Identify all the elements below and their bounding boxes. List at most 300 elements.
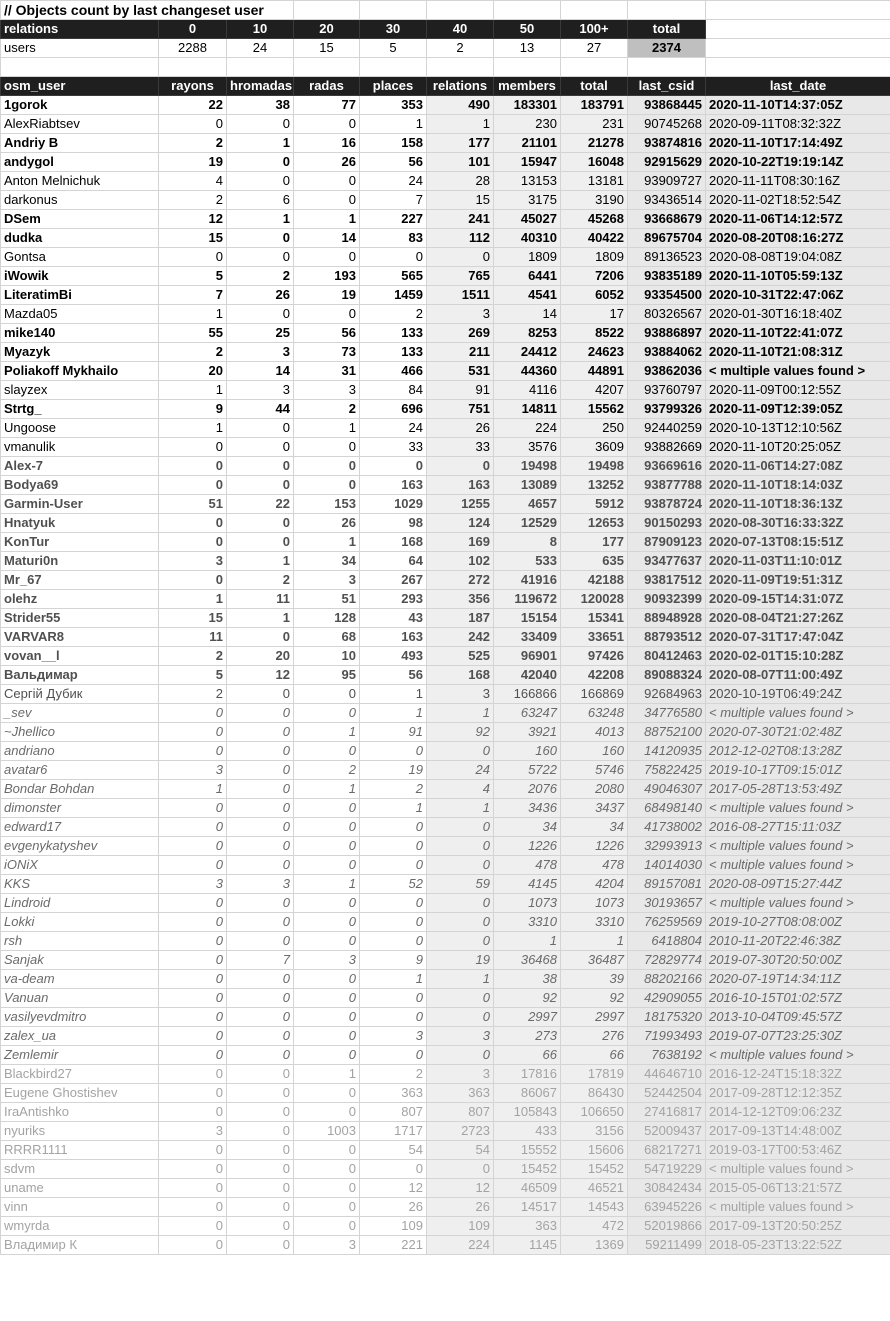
members-cell[interactable]: 8253 bbox=[494, 324, 561, 343]
user-cell[interactable]: Alex-7 bbox=[1, 457, 159, 476]
places-cell[interactable]: 0 bbox=[360, 248, 427, 267]
places-cell[interactable]: 466 bbox=[360, 362, 427, 381]
relations-cell[interactable]: 1 bbox=[427, 970, 494, 989]
last-csid-cell[interactable]: 93886897 bbox=[628, 324, 706, 343]
total-cell[interactable]: 250 bbox=[561, 419, 628, 438]
members-cell[interactable]: 15452 bbox=[494, 1160, 561, 1179]
total-cell[interactable]: 16048 bbox=[561, 153, 628, 172]
user-cell[interactable]: Blackbird27 bbox=[1, 1065, 159, 1084]
last-date-cell[interactable]: 2020-11-10T05:59:13Z bbox=[706, 267, 890, 286]
relations-cell[interactable]: 211 bbox=[427, 343, 494, 362]
places-cell[interactable]: 2 bbox=[360, 305, 427, 324]
hromadas-cell[interactable]: 1 bbox=[227, 134, 294, 153]
rayons-cell[interactable]: 0 bbox=[159, 1198, 227, 1217]
user-cell[interactable]: avatar6 bbox=[1, 761, 159, 780]
cell[interactable] bbox=[628, 58, 706, 77]
rayons-cell[interactable]: 0 bbox=[159, 476, 227, 495]
rayons-cell[interactable]: 1 bbox=[159, 780, 227, 799]
relations-cell[interactable]: 19 bbox=[427, 951, 494, 970]
last-csid-cell[interactable]: 87909123 bbox=[628, 533, 706, 552]
places-cell[interactable]: 3 bbox=[360, 1027, 427, 1046]
hromadas-cell[interactable]: 3 bbox=[227, 381, 294, 400]
members-cell[interactable]: 41916 bbox=[494, 571, 561, 590]
last-csid-cell[interactable]: 34776580 bbox=[628, 704, 706, 723]
summary-users-value[interactable]: 13 bbox=[494, 39, 561, 58]
members-cell[interactable]: 2997 bbox=[494, 1008, 561, 1027]
total-cell[interactable]: 46521 bbox=[561, 1179, 628, 1198]
last-csid-cell[interactable]: 92915629 bbox=[628, 153, 706, 172]
relations-cell[interactable]: 4 bbox=[427, 780, 494, 799]
last-csid-cell[interactable]: 89136523 bbox=[628, 248, 706, 267]
places-cell[interactable]: 0 bbox=[360, 457, 427, 476]
radas-cell[interactable]: 1 bbox=[294, 419, 360, 438]
places-cell[interactable]: 0 bbox=[360, 818, 427, 837]
user-cell[interactable]: Zemlemir bbox=[1, 1046, 159, 1065]
radas-cell[interactable]: 0 bbox=[294, 685, 360, 704]
column-header[interactable]: last_date bbox=[706, 77, 890, 96]
cell[interactable] bbox=[561, 58, 628, 77]
radas-cell[interactable]: 1 bbox=[294, 210, 360, 229]
last-date-cell[interactable]: 2020-11-10T18:14:03Z bbox=[706, 476, 890, 495]
user-cell[interactable]: AlexRiabtsev bbox=[1, 115, 159, 134]
user-cell[interactable]: Vanuan bbox=[1, 989, 159, 1008]
summary-users-value[interactable]: 2 bbox=[427, 39, 494, 58]
last-date-cell[interactable]: < multiple values found > bbox=[706, 1046, 890, 1065]
hromadas-cell[interactable]: 0 bbox=[227, 115, 294, 134]
rayons-cell[interactable]: 0 bbox=[159, 514, 227, 533]
user-cell[interactable]: Maturi0n bbox=[1, 552, 159, 571]
members-cell[interactable]: 19498 bbox=[494, 457, 561, 476]
last-csid-cell[interactable]: 7638192 bbox=[628, 1046, 706, 1065]
last-date-cell[interactable]: 2010-11-20T22:46:38Z bbox=[706, 932, 890, 951]
total-cell[interactable]: 3437 bbox=[561, 799, 628, 818]
members-cell[interactable]: 45027 bbox=[494, 210, 561, 229]
places-cell[interactable]: 1 bbox=[360, 685, 427, 704]
total-cell[interactable]: 36487 bbox=[561, 951, 628, 970]
column-header[interactable]: radas bbox=[294, 77, 360, 96]
relations-cell[interactable]: 168 bbox=[427, 666, 494, 685]
radas-cell[interactable]: 51 bbox=[294, 590, 360, 609]
members-cell[interactable]: 14811 bbox=[494, 400, 561, 419]
radas-cell[interactable]: 0 bbox=[294, 476, 360, 495]
relations-cell[interactable]: 765 bbox=[427, 267, 494, 286]
places-cell[interactable]: 84 bbox=[360, 381, 427, 400]
places-cell[interactable]: 1 bbox=[360, 704, 427, 723]
members-cell[interactable]: 21101 bbox=[494, 134, 561, 153]
places-cell[interactable]: 565 bbox=[360, 267, 427, 286]
last-date-cell[interactable]: 2020-08-08T19:04:08Z bbox=[706, 248, 890, 267]
last-date-cell[interactable]: 2020-11-02T18:52:54Z bbox=[706, 191, 890, 210]
user-cell[interactable]: andygol bbox=[1, 153, 159, 172]
summary-users-value[interactable]: 24 bbox=[227, 39, 294, 58]
user-cell[interactable]: Lokki bbox=[1, 913, 159, 932]
radas-cell[interactable]: 0 bbox=[294, 457, 360, 476]
last-date-cell[interactable]: 2020-10-22T19:19:14Z bbox=[706, 153, 890, 172]
hromadas-cell[interactable]: 1 bbox=[227, 210, 294, 229]
last-csid-cell[interactable]: 89088324 bbox=[628, 666, 706, 685]
radas-cell[interactable]: 1 bbox=[294, 1065, 360, 1084]
last-csid-cell[interactable]: 93884062 bbox=[628, 343, 706, 362]
total-cell[interactable]: 3609 bbox=[561, 438, 628, 457]
last-date-cell[interactable]: 2020-08-30T16:33:32Z bbox=[706, 514, 890, 533]
total-cell[interactable]: 5912 bbox=[561, 495, 628, 514]
last-date-cell[interactable]: 2020-09-15T14:31:07Z bbox=[706, 590, 890, 609]
members-cell[interactable]: 1 bbox=[494, 932, 561, 951]
radas-cell[interactable]: 1 bbox=[294, 533, 360, 552]
radas-cell[interactable]: 77 bbox=[294, 96, 360, 115]
last-date-cell[interactable]: 2017-05-28T13:53:49Z bbox=[706, 780, 890, 799]
rayons-cell[interactable]: 0 bbox=[159, 970, 227, 989]
user-cell[interactable]: olehz bbox=[1, 590, 159, 609]
rayons-cell[interactable]: 15 bbox=[159, 609, 227, 628]
hromadas-cell[interactable]: 1 bbox=[227, 609, 294, 628]
hromadas-cell[interactable]: 11 bbox=[227, 590, 294, 609]
column-header[interactable]: relations bbox=[427, 77, 494, 96]
last-csid-cell[interactable]: 52442504 bbox=[628, 1084, 706, 1103]
hromadas-cell[interactable]: 0 bbox=[227, 457, 294, 476]
last-csid-cell[interactable]: 75822425 bbox=[628, 761, 706, 780]
hromadas-cell[interactable]: 0 bbox=[227, 761, 294, 780]
places-cell[interactable]: 133 bbox=[360, 343, 427, 362]
places-cell[interactable]: 2 bbox=[360, 1065, 427, 1084]
radas-cell[interactable]: 26 bbox=[294, 153, 360, 172]
radas-cell[interactable]: 0 bbox=[294, 172, 360, 191]
total-cell[interactable]: 478 bbox=[561, 856, 628, 875]
rayons-cell[interactable]: 0 bbox=[159, 989, 227, 1008]
relations-cell[interactable]: 0 bbox=[427, 742, 494, 761]
relations-cell[interactable]: 26 bbox=[427, 1198, 494, 1217]
relations-cell[interactable]: 59 bbox=[427, 875, 494, 894]
last-csid-cell[interactable]: 80412463 bbox=[628, 647, 706, 666]
last-date-cell[interactable]: 2020-07-30T21:02:48Z bbox=[706, 723, 890, 742]
hromadas-cell[interactable]: 2 bbox=[227, 267, 294, 286]
radas-cell[interactable]: 0 bbox=[294, 1160, 360, 1179]
user-cell[interactable]: Ungoose bbox=[1, 419, 159, 438]
places-cell[interactable]: 221 bbox=[360, 1236, 427, 1255]
rayons-cell[interactable]: 1 bbox=[159, 305, 227, 324]
radas-cell[interactable]: 73 bbox=[294, 343, 360, 362]
radas-cell[interactable]: 0 bbox=[294, 191, 360, 210]
relations-cell[interactable]: 751 bbox=[427, 400, 494, 419]
last-date-cell[interactable]: 2020-11-10T22:41:07Z bbox=[706, 324, 890, 343]
hromadas-cell[interactable]: 0 bbox=[227, 913, 294, 932]
members-cell[interactable]: 363 bbox=[494, 1217, 561, 1236]
members-cell[interactable]: 24412 bbox=[494, 343, 561, 362]
rayons-cell[interactable]: 0 bbox=[159, 533, 227, 552]
last-csid-cell[interactable]: 49046307 bbox=[628, 780, 706, 799]
total-cell[interactable]: 1073 bbox=[561, 894, 628, 913]
last-csid-cell[interactable]: 90932399 bbox=[628, 590, 706, 609]
user-cell[interactable]: wmyrda bbox=[1, 1217, 159, 1236]
last-csid-cell[interactable]: 93868445 bbox=[628, 96, 706, 115]
members-cell[interactable]: 8 bbox=[494, 533, 561, 552]
total-cell[interactable]: 1369 bbox=[561, 1236, 628, 1255]
relations-cell[interactable]: 490 bbox=[427, 96, 494, 115]
user-cell[interactable]: Eugene Ghostishev bbox=[1, 1084, 159, 1103]
last-date-cell[interactable]: < multiple values found > bbox=[706, 856, 890, 875]
last-date-cell[interactable]: < multiple values found > bbox=[706, 1198, 890, 1217]
last-csid-cell[interactable]: 52009437 bbox=[628, 1122, 706, 1141]
last-csid-cell[interactable]: 92684963 bbox=[628, 685, 706, 704]
last-date-cell[interactable]: 2020-07-19T14:34:11Z bbox=[706, 970, 890, 989]
rayons-cell[interactable]: 0 bbox=[159, 742, 227, 761]
rayons-cell[interactable]: 2 bbox=[159, 647, 227, 666]
relations-cell[interactable]: 0 bbox=[427, 1008, 494, 1027]
rayons-cell[interactable]: 0 bbox=[159, 457, 227, 476]
total-cell[interactable]: 13181 bbox=[561, 172, 628, 191]
members-cell[interactable]: 15552 bbox=[494, 1141, 561, 1160]
hromadas-cell[interactable]: 0 bbox=[227, 1065, 294, 1084]
column-header[interactable]: last_csid bbox=[628, 77, 706, 96]
relations-cell[interactable]: 0 bbox=[427, 989, 494, 1008]
summary-users-value[interactable]: 27 bbox=[561, 39, 628, 58]
rayons-cell[interactable]: 0 bbox=[159, 1008, 227, 1027]
rayons-cell[interactable]: 0 bbox=[159, 1160, 227, 1179]
relations-cell[interactable]: 241 bbox=[427, 210, 494, 229]
cell[interactable] bbox=[494, 58, 561, 77]
user-cell[interactable]: Andriy B bbox=[1, 134, 159, 153]
summary-users-total[interactable]: 2374 bbox=[628, 39, 706, 58]
total-cell[interactable]: 2997 bbox=[561, 1008, 628, 1027]
rayons-cell[interactable]: 0 bbox=[159, 818, 227, 837]
summary-bucket[interactable]: 30 bbox=[360, 20, 427, 39]
hromadas-cell[interactable]: 0 bbox=[227, 229, 294, 248]
user-cell[interactable]: Lindroid bbox=[1, 894, 159, 913]
members-cell[interactable]: 17816 bbox=[494, 1065, 561, 1084]
last-date-cell[interactable]: < multiple values found > bbox=[706, 1160, 890, 1179]
cell[interactable] bbox=[227, 58, 294, 77]
places-cell[interactable]: 91 bbox=[360, 723, 427, 742]
relations-cell[interactable]: 269 bbox=[427, 324, 494, 343]
rayons-cell[interactable]: 0 bbox=[159, 1103, 227, 1122]
relations-cell[interactable]: 3 bbox=[427, 685, 494, 704]
last-csid-cell[interactable]: 14014030 bbox=[628, 856, 706, 875]
relations-cell[interactable]: 92 bbox=[427, 723, 494, 742]
places-cell[interactable]: 353 bbox=[360, 96, 427, 115]
last-csid-cell[interactable]: 93669616 bbox=[628, 457, 706, 476]
last-csid-cell[interactable]: 93874816 bbox=[628, 134, 706, 153]
radas-cell[interactable]: 14 bbox=[294, 229, 360, 248]
user-cell[interactable]: iONiX bbox=[1, 856, 159, 875]
user-cell[interactable]: mike140 bbox=[1, 324, 159, 343]
relations-cell[interactable]: 109 bbox=[427, 1217, 494, 1236]
last-date-cell[interactable]: 2020-08-09T15:27:44Z bbox=[706, 875, 890, 894]
last-csid-cell[interactable]: 93436514 bbox=[628, 191, 706, 210]
cell[interactable] bbox=[360, 1, 427, 20]
user-cell[interactable]: Anton Melnichuk bbox=[1, 172, 159, 191]
relations-cell[interactable]: 187 bbox=[427, 609, 494, 628]
relations-cell[interactable]: 356 bbox=[427, 590, 494, 609]
cell[interactable] bbox=[159, 58, 227, 77]
hromadas-cell[interactable]: 0 bbox=[227, 1103, 294, 1122]
rayons-cell[interactable]: 0 bbox=[159, 799, 227, 818]
places-cell[interactable]: 1459 bbox=[360, 286, 427, 305]
members-cell[interactable]: 36468 bbox=[494, 951, 561, 970]
user-cell[interactable]: iWowik bbox=[1, 267, 159, 286]
members-cell[interactable]: 3175 bbox=[494, 191, 561, 210]
places-cell[interactable]: 12 bbox=[360, 1179, 427, 1198]
cell[interactable] bbox=[628, 1, 706, 20]
summary-users-label[interactable]: users bbox=[1, 39, 159, 58]
rayons-cell[interactable]: 0 bbox=[159, 438, 227, 457]
relations-cell[interactable]: 1511 bbox=[427, 286, 494, 305]
members-cell[interactable]: 46509 bbox=[494, 1179, 561, 1198]
total-cell[interactable]: 34 bbox=[561, 818, 628, 837]
last-date-cell[interactable]: 2017-09-28T12:12:35Z bbox=[706, 1084, 890, 1103]
total-cell[interactable]: 24623 bbox=[561, 343, 628, 362]
radas-cell[interactable]: 0 bbox=[294, 115, 360, 134]
rayons-cell[interactable]: 0 bbox=[159, 1084, 227, 1103]
places-cell[interactable]: 24 bbox=[360, 172, 427, 191]
total-cell[interactable]: 42188 bbox=[561, 571, 628, 590]
relations-cell[interactable]: 33 bbox=[427, 438, 494, 457]
rayons-cell[interactable]: 0 bbox=[159, 723, 227, 742]
rayons-cell[interactable]: 0 bbox=[159, 571, 227, 590]
relations-cell[interactable]: 177 bbox=[427, 134, 494, 153]
total-cell[interactable]: 231 bbox=[561, 115, 628, 134]
hromadas-cell[interactable]: 20 bbox=[227, 647, 294, 666]
hromadas-cell[interactable]: 0 bbox=[227, 172, 294, 191]
relations-cell[interactable]: 24 bbox=[427, 761, 494, 780]
radas-cell[interactable]: 1 bbox=[294, 875, 360, 894]
places-cell[interactable]: 0 bbox=[360, 742, 427, 761]
radas-cell[interactable]: 0 bbox=[294, 248, 360, 267]
last-csid-cell[interactable]: 93799326 bbox=[628, 400, 706, 419]
user-cell[interactable]: Bondar Bohdan bbox=[1, 780, 159, 799]
members-cell[interactable]: 13153 bbox=[494, 172, 561, 191]
radas-cell[interactable]: 95 bbox=[294, 666, 360, 685]
last-csid-cell[interactable]: 80326567 bbox=[628, 305, 706, 324]
total-cell[interactable]: 86430 bbox=[561, 1084, 628, 1103]
places-cell[interactable]: 133 bbox=[360, 324, 427, 343]
user-cell[interactable]: Сергій Дубик bbox=[1, 685, 159, 704]
column-header[interactable]: places bbox=[360, 77, 427, 96]
radas-cell[interactable]: 0 bbox=[294, 1084, 360, 1103]
hromadas-cell[interactable]: 3 bbox=[227, 875, 294, 894]
hromadas-cell[interactable]: 1 bbox=[227, 552, 294, 571]
members-cell[interactable]: 42040 bbox=[494, 666, 561, 685]
relations-cell[interactable]: 54 bbox=[427, 1141, 494, 1160]
last-date-cell[interactable]: 2020-08-20T08:16:27Z bbox=[706, 229, 890, 248]
hromadas-cell[interactable]: 0 bbox=[227, 989, 294, 1008]
members-cell[interactable]: 34 bbox=[494, 818, 561, 837]
last-date-cell[interactable]: 2020-11-10T14:37:05Z bbox=[706, 96, 890, 115]
total-cell[interactable]: 63248 bbox=[561, 704, 628, 723]
members-cell[interactable]: 433 bbox=[494, 1122, 561, 1141]
members-cell[interactable]: 4541 bbox=[494, 286, 561, 305]
rayons-cell[interactable]: 0 bbox=[159, 837, 227, 856]
relations-cell[interactable]: 0 bbox=[427, 913, 494, 932]
total-cell[interactable]: 3156 bbox=[561, 1122, 628, 1141]
places-cell[interactable]: 807 bbox=[360, 1103, 427, 1122]
hromadas-cell[interactable]: 6 bbox=[227, 191, 294, 210]
members-cell[interactable]: 15154 bbox=[494, 609, 561, 628]
user-cell[interactable]: va-deam bbox=[1, 970, 159, 989]
total-cell[interactable]: 3190 bbox=[561, 191, 628, 210]
total-cell[interactable]: 4207 bbox=[561, 381, 628, 400]
hromadas-cell[interactable]: 0 bbox=[227, 533, 294, 552]
radas-cell[interactable]: 128 bbox=[294, 609, 360, 628]
radas-cell[interactable]: 0 bbox=[294, 1198, 360, 1217]
rayons-cell[interactable]: 0 bbox=[159, 894, 227, 913]
radas-cell[interactable]: 0 bbox=[294, 438, 360, 457]
user-cell[interactable]: IraAntishko bbox=[1, 1103, 159, 1122]
hromadas-cell[interactable]: 0 bbox=[227, 438, 294, 457]
last-date-cell[interactable]: 2020-11-10T18:36:13Z bbox=[706, 495, 890, 514]
cell[interactable] bbox=[427, 1, 494, 20]
hromadas-cell[interactable]: 22 bbox=[227, 495, 294, 514]
rayons-cell[interactable]: 1 bbox=[159, 419, 227, 438]
summary-bucket[interactable]: 20 bbox=[294, 20, 360, 39]
places-cell[interactable]: 56 bbox=[360, 666, 427, 685]
relations-cell[interactable]: 112 bbox=[427, 229, 494, 248]
last-csid-cell[interactable]: 18175320 bbox=[628, 1008, 706, 1027]
members-cell[interactable]: 14 bbox=[494, 305, 561, 324]
last-date-cell[interactable]: 2020-11-11T08:30:16Z bbox=[706, 172, 890, 191]
user-cell[interactable]: KKS bbox=[1, 875, 159, 894]
last-csid-cell[interactable]: 93862036 bbox=[628, 362, 706, 381]
last-date-cell[interactable]: < multiple values found > bbox=[706, 837, 890, 856]
places-cell[interactable]: 52 bbox=[360, 875, 427, 894]
radas-cell[interactable]: 0 bbox=[294, 1179, 360, 1198]
places-cell[interactable]: 83 bbox=[360, 229, 427, 248]
hromadas-cell[interactable]: 0 bbox=[227, 742, 294, 761]
hromadas-cell[interactable]: 0 bbox=[227, 1217, 294, 1236]
places-cell[interactable]: 0 bbox=[360, 1160, 427, 1179]
relations-cell[interactable]: 101 bbox=[427, 153, 494, 172]
relations-cell[interactable]: 3 bbox=[427, 305, 494, 324]
last-date-cell[interactable]: 2020-11-09T12:39:05Z bbox=[706, 400, 890, 419]
radas-cell[interactable]: 153 bbox=[294, 495, 360, 514]
radas-cell[interactable]: 0 bbox=[294, 1027, 360, 1046]
last-date-cell[interactable]: 2020-08-04T21:27:26Z bbox=[706, 609, 890, 628]
places-cell[interactable]: 493 bbox=[360, 647, 427, 666]
members-cell[interactable]: 183301 bbox=[494, 96, 561, 115]
rayons-cell[interactable]: 20 bbox=[159, 362, 227, 381]
user-cell[interactable]: KonTur bbox=[1, 533, 159, 552]
user-cell[interactable]: vinn bbox=[1, 1198, 159, 1217]
user-cell[interactable]: evgenykatyshev bbox=[1, 837, 159, 856]
members-cell[interactable]: 119672 bbox=[494, 590, 561, 609]
user-cell[interactable]: RRRR1111 bbox=[1, 1141, 159, 1160]
last-csid-cell[interactable]: 44646710 bbox=[628, 1065, 706, 1084]
relations-cell[interactable]: 224 bbox=[427, 1236, 494, 1255]
relations-cell[interactable]: 12 bbox=[427, 1179, 494, 1198]
radas-cell[interactable]: 26 bbox=[294, 514, 360, 533]
last-csid-cell[interactable]: 71993493 bbox=[628, 1027, 706, 1046]
rayons-cell[interactable]: 7 bbox=[159, 286, 227, 305]
last-csid-cell[interactable]: 54719229 bbox=[628, 1160, 706, 1179]
hromadas-cell[interactable]: 0 bbox=[227, 685, 294, 704]
places-cell[interactable]: 1029 bbox=[360, 495, 427, 514]
user-cell[interactable]: edward17 bbox=[1, 818, 159, 837]
places-cell[interactable]: 696 bbox=[360, 400, 427, 419]
relations-cell[interactable]: 1 bbox=[427, 115, 494, 134]
hromadas-cell[interactable]: 0 bbox=[227, 837, 294, 856]
total-cell[interactable]: 39 bbox=[561, 970, 628, 989]
user-cell[interactable]: VARVAR8 bbox=[1, 628, 159, 647]
total-cell[interactable]: 120028 bbox=[561, 590, 628, 609]
user-cell[interactable]: Mr_67 bbox=[1, 571, 159, 590]
total-cell[interactable]: 15341 bbox=[561, 609, 628, 628]
members-cell[interactable]: 1073 bbox=[494, 894, 561, 913]
places-cell[interactable]: 33 bbox=[360, 438, 427, 457]
user-cell[interactable]: Sanjak bbox=[1, 951, 159, 970]
relations-cell[interactable]: 91 bbox=[427, 381, 494, 400]
hromadas-cell[interactable]: 0 bbox=[227, 723, 294, 742]
radas-cell[interactable]: 2 bbox=[294, 400, 360, 419]
last-csid-cell[interactable]: 76259569 bbox=[628, 913, 706, 932]
